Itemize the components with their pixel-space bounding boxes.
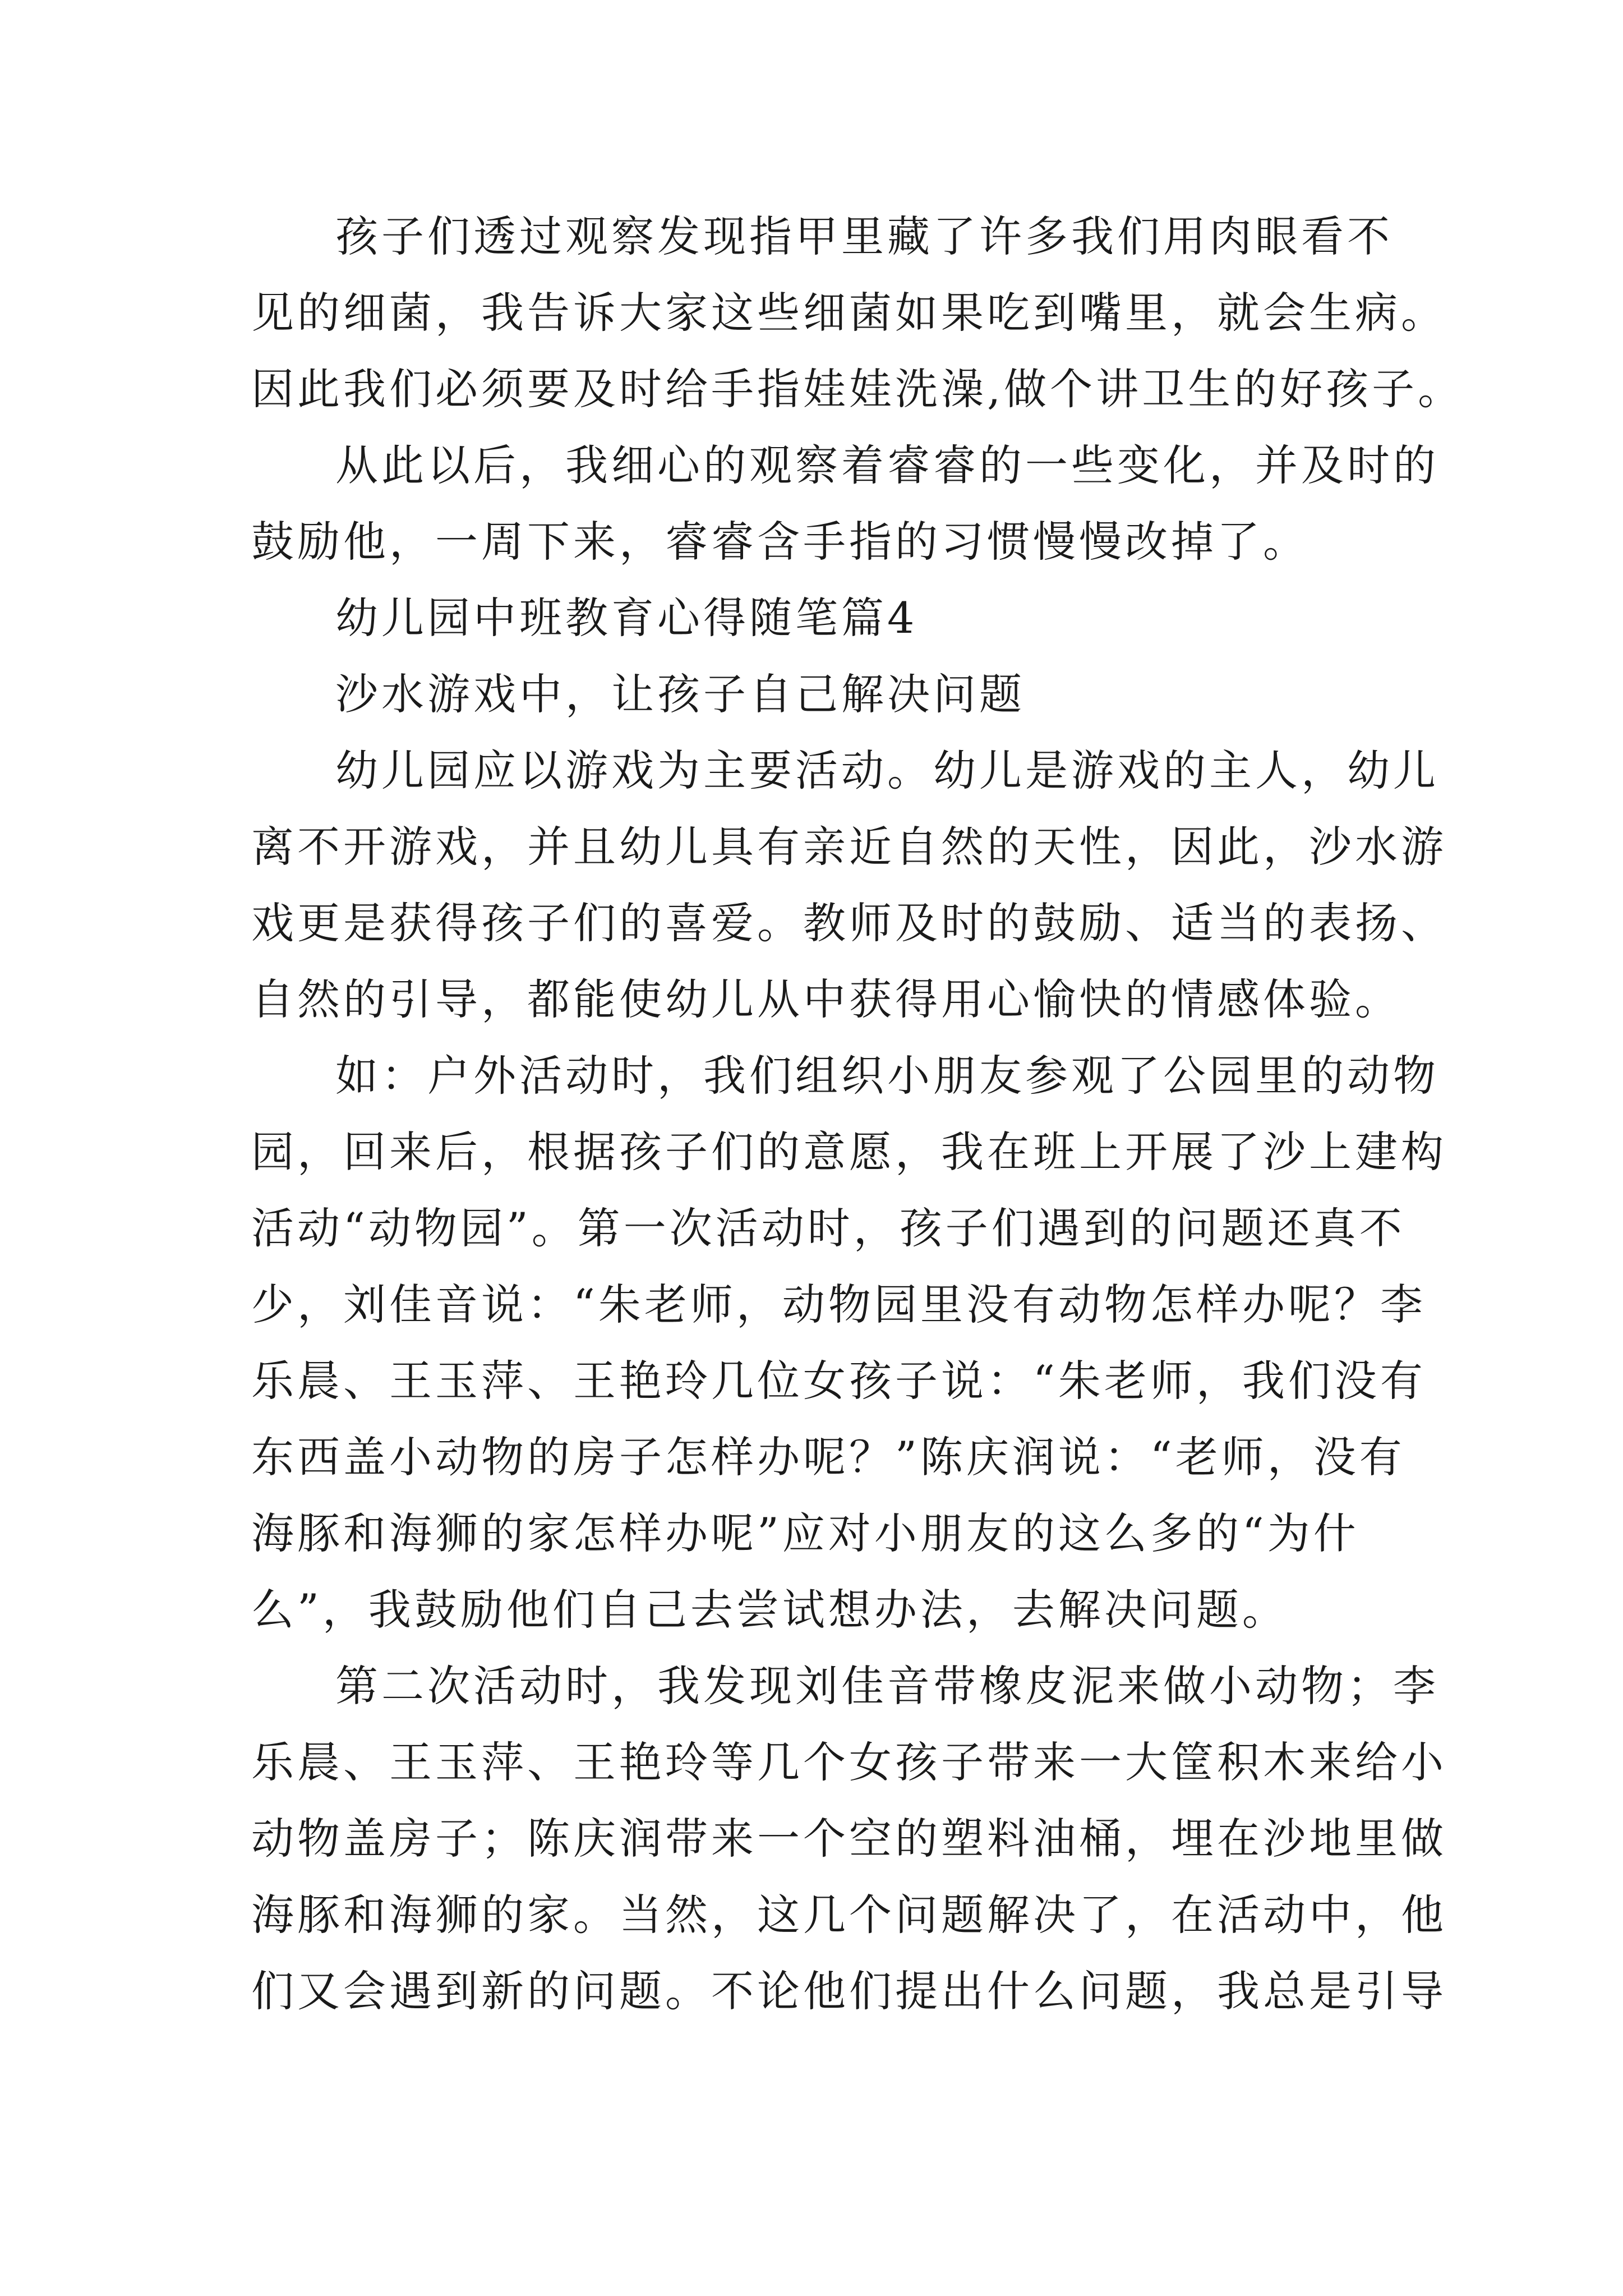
text-line: 幼儿园应以游戏为主要活动。幼儿是游戏的主人，幼儿 — [335, 746, 1439, 795]
text-line: 活动“动物园”。第一次活动时，孩子们遇到的问题还真不 — [251, 1203, 1405, 1253]
text-line: 从此以后，我细心的观察着睿睿的一些变化，并及时的 — [335, 440, 1439, 490]
text-line: 动物盖房子；陈庆润带来一个空的塑料油桶，埋在沙地里做 — [251, 1814, 1447, 1864]
text-line: 园，回来后，根据孩子们的意愿，我在班上开展了沙上建构 — [251, 1127, 1447, 1177]
section-subtitle: 沙水游戏中，让孩子自己解决问题 — [335, 669, 1025, 719]
text-line: 孩子们透过观察发现指甲里藏了许多我们用肉眼看不 — [335, 211, 1393, 261]
section-heading: 幼儿园中班教育心得随笔篇4 — [335, 593, 918, 643]
text-line: 见的细菌，我告诉大家这些细菌如果吃到嘴里，就会生病。 — [251, 288, 1447, 338]
text-line: 如：户外活动时，我们组织小朋友参观了公园里的动物 — [335, 1051, 1439, 1101]
text-line: 海豚和海狮的家。当然，这几个问题解决了，在活动中，他 — [251, 1890, 1447, 1940]
text-line: 少，刘佳音说：“朱老师，动物园里没有动物怎样办呢？李 — [251, 1280, 1426, 1329]
text-line: 海豚和海狮的家怎样办呢”应对小朋友的这么多的“为什 — [251, 1508, 1359, 1558]
text-line: 第二次活动时，我发现刘佳音带橡皮泥来做小动物；李 — [335, 1661, 1439, 1711]
text-line: 离不开游戏，并且幼儿具有亲近自然的天性，因此，沙水游 — [251, 822, 1447, 872]
text-line: 们又会遇到新的问题。不论他们提出什么问题，我总是引导 — [251, 1966, 1447, 2016]
text-line: 因此我们必须要及时给手指娃娃洗澡,做个讲卫生的好孩子。 — [251, 364, 1464, 414]
text-line: 戏更是获得孩子们的喜爱。教师及时的鼓励、适当的表扬、 — [251, 898, 1447, 948]
text-line: 乐晨、王玉萍、王艳玲等几个女孩子带来一大筐积木来给小 — [251, 1737, 1447, 1787]
text-line: 东西盖小动物的房子怎样办呢？”陈庆润说：“老师，没有 — [251, 1432, 1405, 1482]
text-line: 乐晨、王玉萍、王艳玲几位女孩子说：“朱老师，我们没有 — [251, 1356, 1426, 1406]
text-line: 自然的引导，都能使幼儿从中获得用心愉快的情感体验。 — [251, 974, 1401, 1024]
text-line: 么”，我鼓励他们自己去尝试想办法，去解决问题。 — [251, 1585, 1288, 1635]
text-line: 鼓励他，一周下来，睿睿含手指的习惯慢慢改掉了。 — [251, 517, 1309, 567]
